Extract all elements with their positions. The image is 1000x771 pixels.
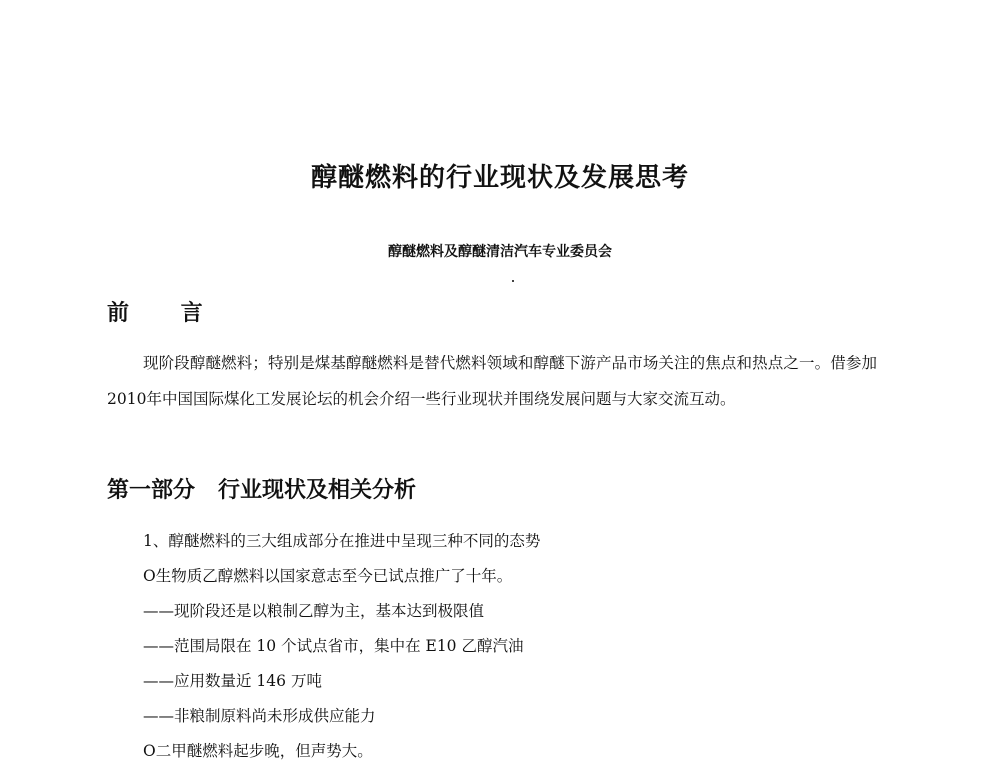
preface-paragraph: 现阶段醇醚燃料；特别是煤基醇醚燃料是替代燃料领域和醇醚下游产品市场关注的焦点和热点之一。借参加2010年中国国际煤化工发展论坛的机会介绍一些行业现状并围绕发展问题与大家交流互动。 — [107, 354, 877, 408]
part1-list — [143, 526, 540, 771]
list-item: ——范围局限在 10 个试点省市，集中在 E10 乙醇汽油 — [143, 637, 524, 655]
list-item: ——现阶段还是以粮制乙醇为主，基本达到极限值 — [143, 602, 485, 620]
list-item: 1、醇醚燃料的三大组成部分在推进中呈现三种不同的态势 — [143, 532, 541, 550]
list-item: ——应用数量近 146 万吨 — [143, 672, 322, 690]
preface-heading: 前 言 — [107, 301, 225, 326]
list-item: O生物质乙醇燃料以国家意志至今已试点推广了十年。 — [143, 567, 513, 585]
scan-speck — [512, 280, 514, 282]
part1-heading: 第一部分 行业现状及相关分析 — [107, 478, 416, 503]
document-title: 醇醚燃料的行业现状及发展思考 — [310, 163, 689, 193]
list-item: O二甲醚燃料起步晚，但声势大。 — [143, 742, 373, 760]
organization-line: 醇醚燃料及醇醚清洁汽车专业委员会 — [388, 244, 612, 260]
list-item: ——非粮制原料尚未形成供应能力 — [143, 707, 376, 725]
